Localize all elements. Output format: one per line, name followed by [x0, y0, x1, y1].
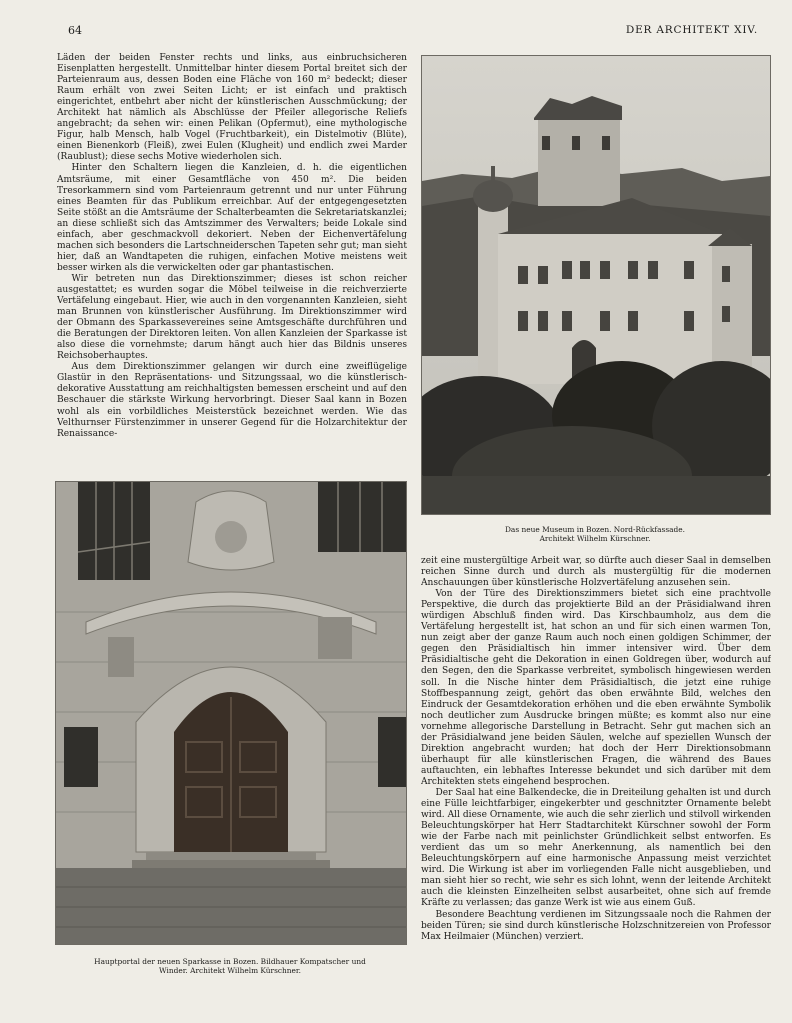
paragraph: Hinter den Schaltern liegen die Kanzleien, d. h. die eigentlichen Amtsräume, mit einer Gesamtfläche von 450 m². Die beiden Tresorkammern sind vom Parteienraum getrennt und nur unter Führung eines Beamten für das Publikum erreichbar. Auf der entgegengesetzten Seite stößt an die Amtsräume der Schalterbeamten die Sekretariatskanzlei; an diese schließt sich das Amtszimmer des Verwalters; beide Lokale sind einfach, aber geschmackvoll dekoriert. Neben der Eichenvertäfelung machen sich besonders die Lartschneiderschen Tapeten sehr gut; man sieht hier, daß an Wandtapeten die ruhigen, einfachen Motive meistens weit besser wirken als die verwickelten oder gar phantastischen.	[57, 163, 407, 273]
right-text-column	[421, 556, 771, 976]
running-head: DER ARCHITEKT XIV.	[625, 24, 758, 36]
portal-illustration	[56, 482, 406, 944]
left-text-column	[57, 53, 407, 461]
paragraph: Der Saal hat eine Balkendecke, die in Dreiteilung gehalten ist und durch eine Fülle leichtfarbiger, eingekerbter und geschnitzter Ornamente belebt wird. All diese Ornamente, wie auch die sehr zierlich und stilvoll wirkenden Beleuchtungskörper hat Herr Stadtarchitekt Kürschner sowohl der Form wie der Farbe nach mit peinlichster Gründlichkeit selbst entworfen. Es verdient das um so mehr Anerkennung, als namentlich bei den Beleuchtungskörpern auf eine harmonische Anpassung meist verzichtet wird. Die Wirkung ist aber im vorliegenden Falle nicht ausgeblieben, und man sieht hier so recht, wie sehr es sich lohnt, wenn der leitende Architekt auch die kleinsten Einzelheiten selbst ausarbeitet, ohne sich auf fremde Kräfte zu verlassen; das ganze Werk ist wie aus einem Guß.	[421, 787, 771, 909]
caption-line: Architekt Wilhelm Kürschner.	[539, 534, 651, 543]
paragraph: zeit eine mustergültige Arbeit war, so dürfte auch dieser Saal in demselben reichen Sinne durch und durch als mustergültig für die modernen Anschauungen über künstlerische Holzvertäfelung anzusehen sein.	[421, 556, 771, 589]
paragraph: Wir betreten nun das Direktionszimmer; dieses ist schon reicher ausgestattet; es wurden sogar die Möbel teilweise in die reichverzierte Vertäfelung eingebaut. Hier, wie auch in den vorgenannten Kanzleien, sieht man Brunnen von künstlerischer Ausführung. Im Direktionszimmer wird der Obmann des Sparkassevereines seine Amtsgeschäfte durchführen und die Beratungen der Direktoren leiten. Von allen Kanzleien der Sparkasse ist also diese die vornehmste; darum hängt auch hier das Bildnis unseres Reichsoberhauptes.	[57, 273, 407, 362]
paragraph: Läden der beiden Fenster rechts und links, aus einbruchsicheren Eisenplatten hergestellt. Unmittelbar hinter diesem Portal breitet sich der Parteienraum aus, dessen Boden eine Fläche von 160 m² bedeckt; dieser Raum erhält von zwei Seiten Licht; er ist einfach und praktisch eingerichtet, entbehrt aber nicht der künstlerischen Ausschmückung; der Architekt hat nämlich als Abschlüsse der Pfeiler allegorische Reliefs angebracht; da sehen wir: einen Pelikan (Opfermut), eine mythologische Figur, halb Mensch, halb Vogel (Fruchtbarkeit), ein Distelmotiv (Blüte), einen Bienenkorb (Fleiß), zwei Eulen (Klugheit) und endlich zwei Marder (Raublust); diese sechs Motive wiederholen sich.	[57, 53, 407, 163]
museum-photo	[421, 55, 771, 515]
caption-line: Hauptportal der neuen Sparkasse in Bozen. Bildhauer Kompatscher und	[94, 957, 366, 966]
caption-line: Winder. Architekt Wilhelm Kürschner.	[159, 966, 301, 975]
museum-caption	[421, 525, 769, 543]
page-number: 64	[68, 24, 82, 37]
portal-caption	[55, 957, 405, 975]
museum-illustration	[422, 56, 770, 514]
paragraph: Besondere Beachtung verdienen im Sitzungssaale noch die Rahmen der beiden Türen; sie sind durch künstlerische Holzschnitzereien von Professor Max Heilmaier (München) verziert.	[421, 909, 771, 942]
paragraph: Von der Türe des Direktionszimmers bietet sich eine prachtvolle Perspektive, die durch das projektierte Bild an der Präsidialwand ihren würdigen Abschluß finden wird. Das Kirschbaumholz, aus dem die Vertäfelung hergestellt ist, hat schon an und für sich einen warmen Ton, nun zeigt aber der ganze Raum auch noch einen goldigen Schimmer, der gegen den Präsidialtisch hin immer intensiver wird. Über dem Präsidialtische geht die Dekoration in einen Goldregen über, wodurch auf den Segen, den die Sparkasse verbreitet, symbolisch hingewiesen werden soll. In die Nische hinter dem Präsidialtisch, die jetzt eine ruhige Stoffbespannung zeigt, gehört das oben erwähnte Bild, welches den Eindruck der Gesamtdekoration erhöhen und die eben erwähnte Symbolik noch deutlicher zum Ausdrucke bringen müßte; es kommt also nur eine vornehme allegorische Darstellung in Betracht. Sehr gut machen sich an der Präsidialwand jene beiden Säulen, welche auf speziellen Wunsch der Direktion angebracht wurden; hat doch der Herr Direktionsobmann überhaupt für alle künstlerischen Fragen, die während des Baues auftauchten, ein lebhaftes Interesse bekundet und sich darüber mit dem Architekten stets eingehend besprochen.	[421, 589, 771, 787]
paragraph: Aus dem Direktionszimmer gelangen wir durch eine zweiflügelige Glastür in den Repräsentations- und Sitzungssaal, wo die künstlerisch-dekorative Ausstattung am reichhaltigsten bemessen erscheint und auf den Beschauer die stärkste Wirkung hervorbringt. Dieser Saal kann in Bozen wohl als ein vorbildliches Meisterstück bezeichnet werden. Wie das Velthurnser Fürstenzimmer in unserer Gegend für die Holzarchitektur der Renaissance-	[57, 362, 407, 439]
portal-photo	[55, 481, 407, 945]
caption-line: Das neue Museum in Bozen. Nord-Rückfassade.	[505, 525, 685, 534]
